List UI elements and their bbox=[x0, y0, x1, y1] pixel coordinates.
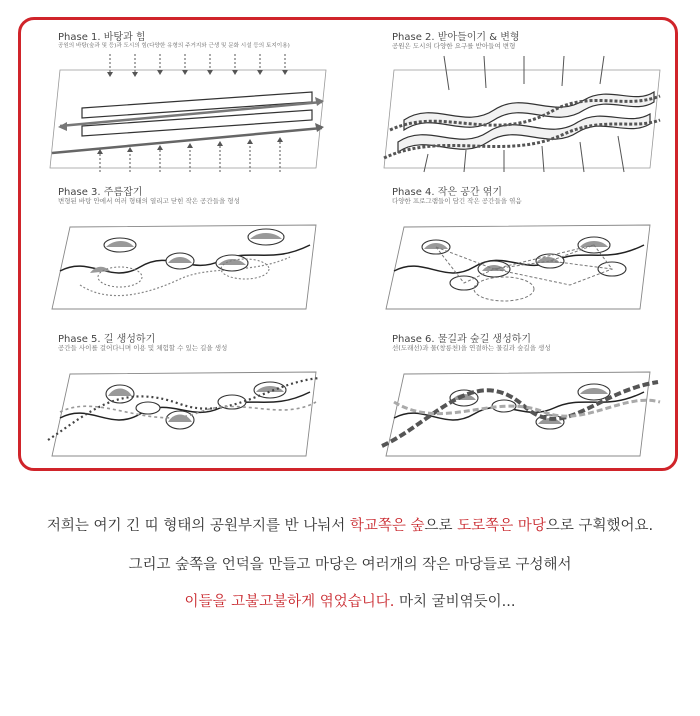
phase-subtitle: 공원의 바탕(숲과 및 등)과 도시의 힘(다양한 유형의 주거지와 근생 및 문화 시설 등의 토지이용) bbox=[58, 43, 290, 49]
phase-4-panel bbox=[354, 183, 668, 328]
caption-highlight-forest: 학교쪽은 숲 bbox=[349, 518, 425, 534]
caption-line-3 bbox=[0, 590, 700, 611]
caption-text: 저희는 여기 긴 띠 형태의 공원부지를 반 나눠서 bbox=[46, 518, 350, 534]
caption-text: 으로 구획했어요. bbox=[545, 518, 654, 534]
phase-subtitle: 공원은 도시의 다양한 요구를 받아들여 변형 bbox=[392, 42, 516, 50]
phase-subtitle: 공간들 사이를 걸어다니며 이용 및 체험할 수 있는 길을 생성 bbox=[58, 344, 228, 352]
phase-2-panel bbox=[354, 28, 668, 173]
phase-5-drawing bbox=[20, 352, 334, 477]
phase-title: Phase 3. 주름잡기 bbox=[58, 187, 143, 198]
caption-highlight-weave: 이들을 고불고불하게 엮었습니다. bbox=[184, 594, 395, 610]
phase-3-panel bbox=[20, 183, 334, 328]
caption-text: 으로 bbox=[424, 518, 458, 534]
phase-title: Phase 2. 받아들이기 & 변형 bbox=[392, 32, 520, 43]
caption-text: 마치 굴비엮듯이... bbox=[394, 594, 516, 610]
phase-1-panel bbox=[20, 28, 334, 173]
caption-highlight-yard: 도로쪽은 마당 bbox=[457, 518, 546, 534]
phase-4-drawing bbox=[354, 205, 668, 330]
phase-title: Phase 4. 작은 공간 엮기 bbox=[392, 187, 503, 198]
phase-subtitle: 변형된 바탕 안에서 여러 형태의 열리고 닫힌 작은 공간들을 형성 bbox=[58, 197, 240, 205]
caption-line-2: 그리고 숲쪽을 언덕을 만들고 마당은 여러개의 작은 마당들로 구성해서 bbox=[128, 557, 572, 573]
phase-6-drawing bbox=[354, 352, 668, 477]
phase-3-drawing bbox=[20, 205, 334, 330]
phase-1-drawing bbox=[20, 50, 334, 175]
phase-title: Phase 6. 물길과 숲길 생성하기 bbox=[392, 334, 532, 345]
phase-title: Phase 1. 바탕과 힘 bbox=[58, 32, 146, 43]
phase-6-panel bbox=[354, 330, 668, 475]
caption-line-1 bbox=[0, 514, 700, 535]
phase-5-panel bbox=[20, 330, 334, 475]
phase-subtitle: 선(도래선)과 물(창릉천)을 연결하는 물길과 숲길을 생성 bbox=[392, 344, 551, 352]
phase-subtitle: 다양한 프로그램들이 담긴 작은 공간들을 엮음 bbox=[392, 197, 522, 205]
phase-title: Phase 5. 길 생성하기 bbox=[58, 334, 156, 345]
phase-2-drawing bbox=[354, 50, 668, 175]
